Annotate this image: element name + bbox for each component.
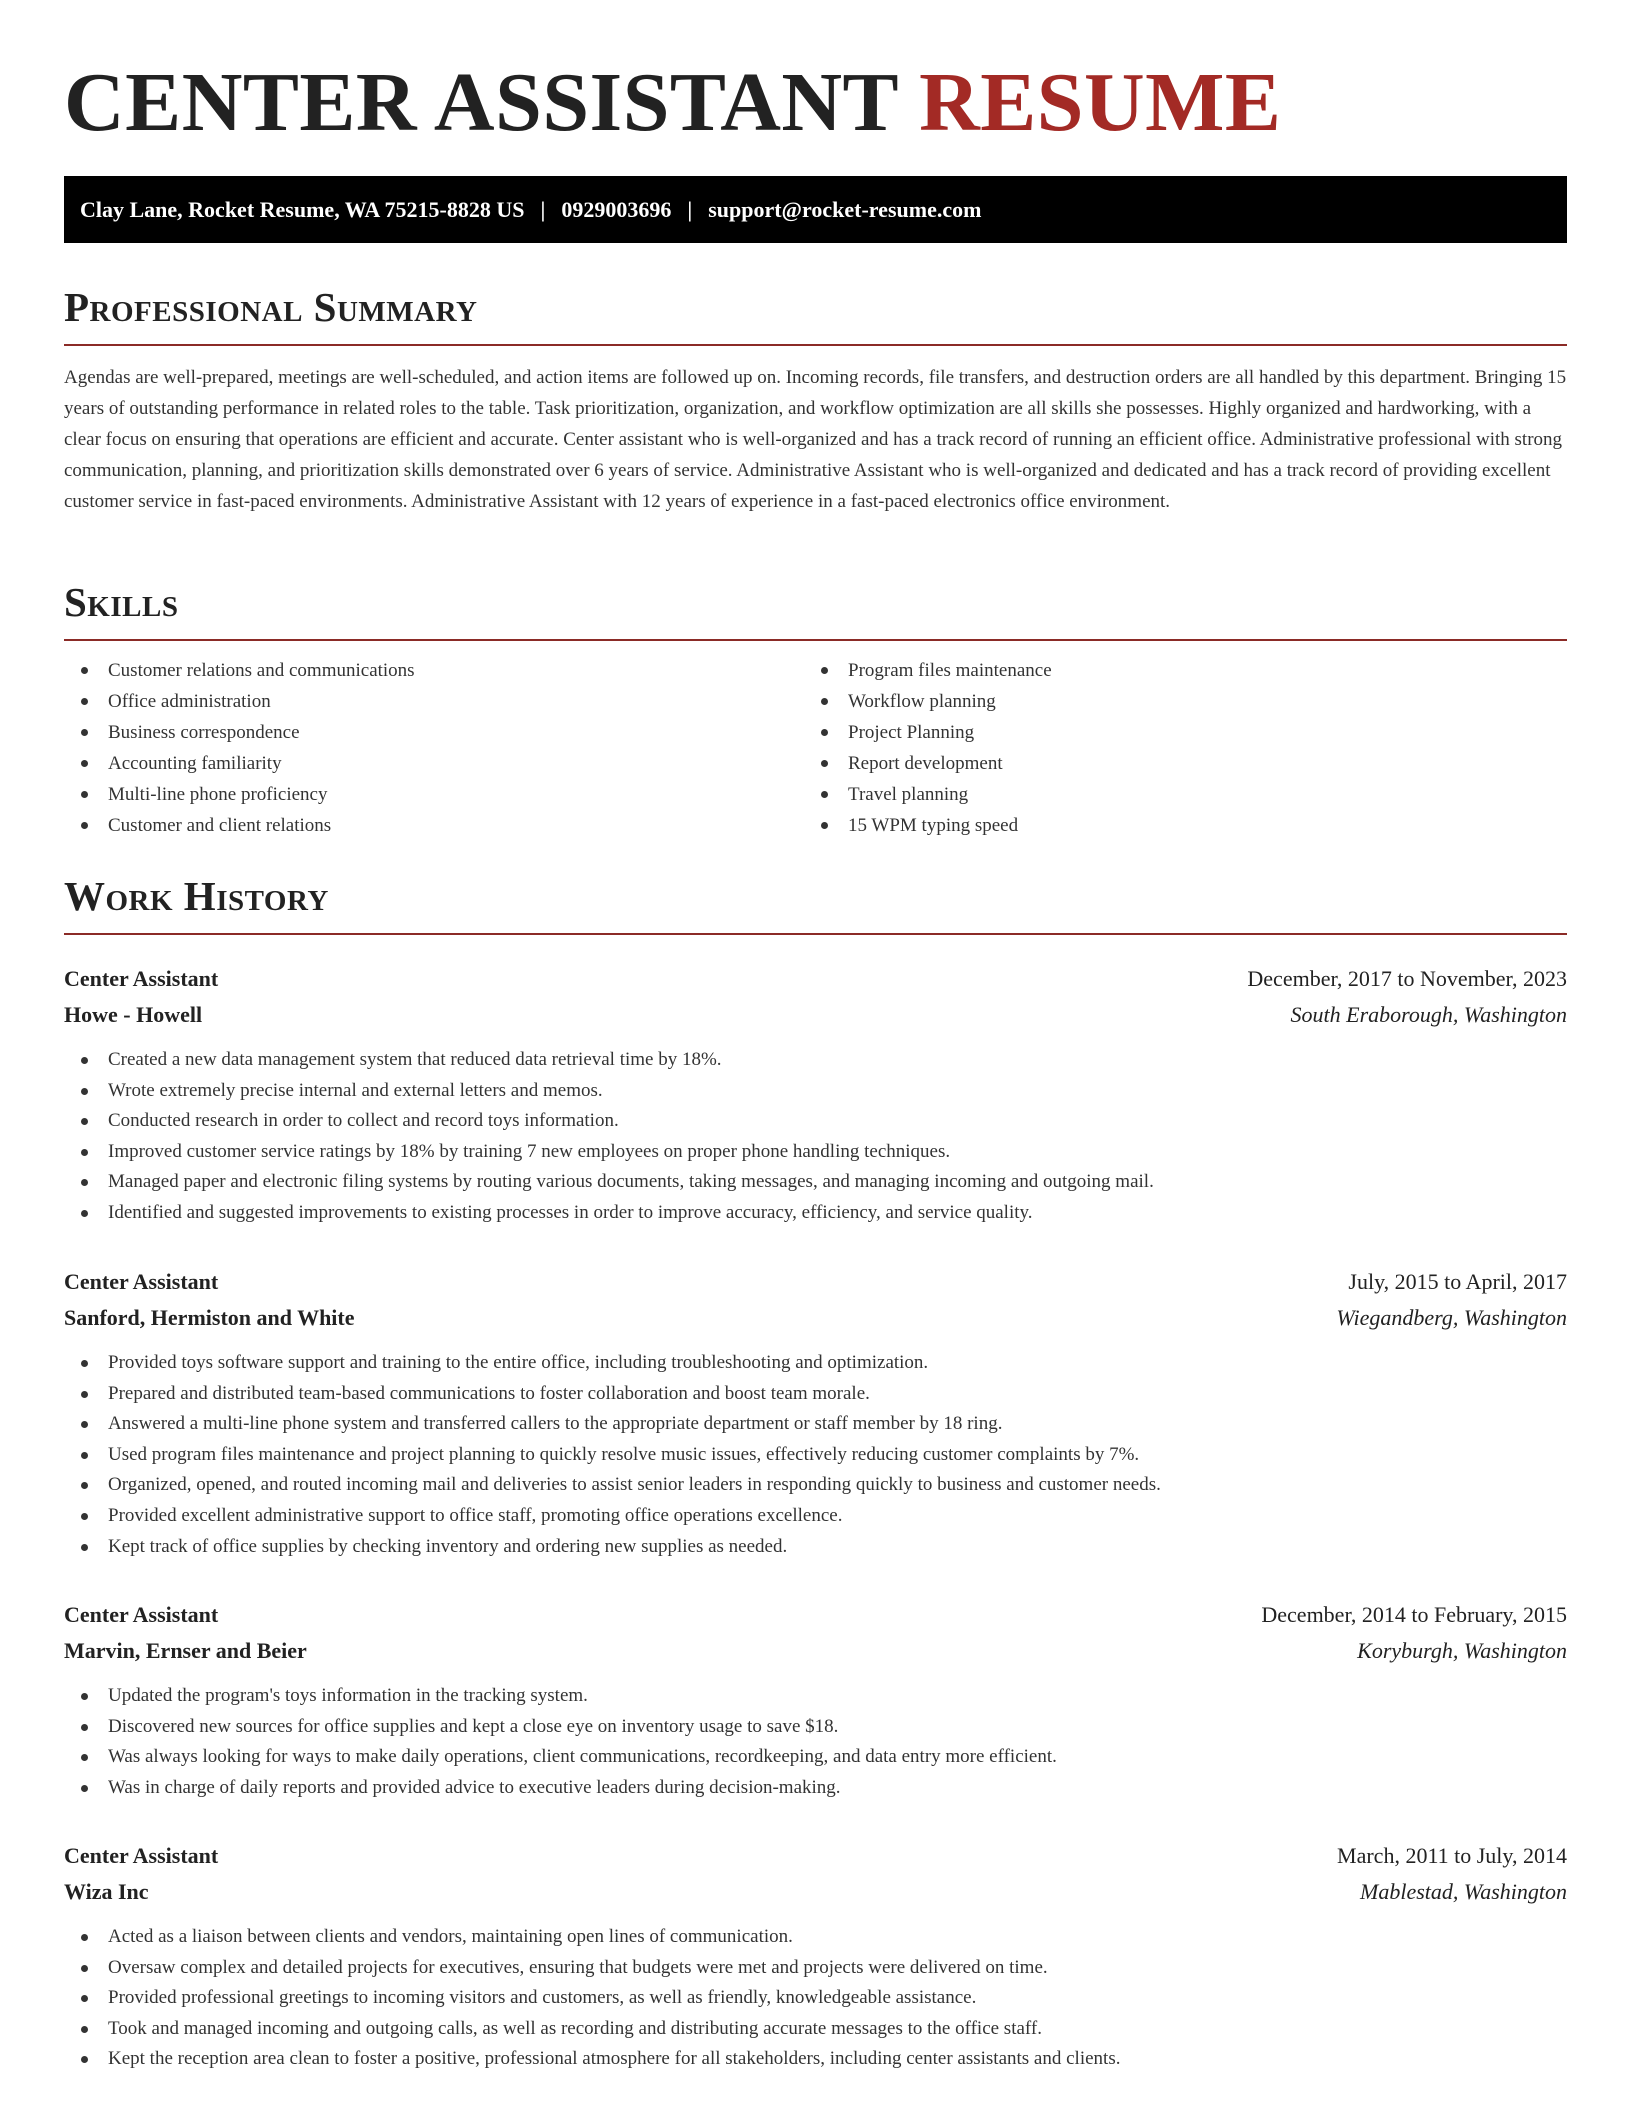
job-header-row bbox=[64, 1838, 1567, 1874]
duty-item bbox=[64, 1532, 1567, 1563]
skill-item bbox=[64, 810, 804, 841]
job-company-row bbox=[64, 997, 1567, 1033]
duty-item bbox=[64, 1681, 1567, 1712]
resume-title bbox=[64, 0, 1567, 148]
contact-address: Clay Lane, Rocket Resume, WA 75215-8828 US bbox=[80, 197, 525, 222]
skill-item bbox=[804, 717, 1544, 748]
job-title: Center Assistant bbox=[64, 1269, 219, 1294]
bullet-icon bbox=[81, 822, 88, 829]
job-header-row bbox=[64, 1264, 1567, 1300]
skill-item bbox=[804, 748, 1544, 779]
bullet-icon bbox=[821, 729, 828, 736]
bullet-icon bbox=[81, 1088, 88, 1095]
title-accent: RESUME bbox=[919, 56, 1282, 149]
skill-item bbox=[64, 686, 804, 717]
job-company: Marvin, Ernser and Beier bbox=[64, 1638, 307, 1663]
job-title: Center Assistant bbox=[64, 1602, 219, 1627]
job-header-row bbox=[64, 1597, 1567, 1633]
job-entry bbox=[64, 1597, 1567, 1803]
job-company: Howe - Howell bbox=[64, 1002, 203, 1027]
job-title: Center Assistant bbox=[64, 1843, 219, 1868]
duty-item bbox=[64, 1983, 1567, 2014]
duty-text: Used program files maintenance and project planning to quickly resolve music issues, effectively reducing customer complaints by 7%. bbox=[108, 1443, 1140, 1465]
skills-heading: Skills bbox=[64, 579, 179, 625]
bullet-icon bbox=[81, 1544, 88, 1551]
job-dates: December, 2017 to November, 2023 bbox=[1247, 966, 1567, 991]
duty-text: Oversaw complex and detailed projects for executives, ensuring that budgets were met and projects were delivered on time. bbox=[108, 1956, 1048, 1978]
job-duties-list bbox=[64, 1045, 1567, 1229]
bullet-icon bbox=[81, 1724, 88, 1731]
bullet-icon bbox=[81, 1179, 88, 1186]
duty-item bbox=[64, 1045, 1567, 1076]
bullet-icon bbox=[81, 1452, 88, 1459]
job-dates: December, 2014 to February, 2015 bbox=[1261, 1602, 1567, 1627]
duty-text: Took and managed incoming and outgoing calls, as well as recording and distributing accurate messages to the office staff. bbox=[108, 2017, 1042, 2039]
bullet-icon bbox=[81, 2056, 88, 2063]
bullet-icon bbox=[81, 791, 88, 798]
bullet-icon bbox=[81, 1482, 88, 1489]
skills-list-left bbox=[64, 655, 804, 841]
bullet-icon bbox=[81, 1995, 88, 2002]
duty-text: Wrote extremely precise internal and external letters and memos. bbox=[108, 1079, 603, 1101]
job-duties-list bbox=[64, 1348, 1567, 1562]
skill-text: Business correspondence bbox=[108, 722, 300, 743]
duty-item bbox=[64, 1712, 1567, 1743]
job-entry bbox=[64, 961, 1567, 1229]
duty-item bbox=[64, 1470, 1567, 1501]
duty-item bbox=[64, 1348, 1567, 1379]
duty-text: Kept track of office supplies by checking inventory and ordering new supplies as needed. bbox=[108, 1535, 788, 1557]
skill-text: Office administration bbox=[108, 691, 271, 712]
skills-list-right bbox=[804, 655, 1544, 841]
job-title: Center Assistant bbox=[64, 966, 219, 991]
duty-text: Prepared and distributed team-based communications to foster collaboration and boost team morale. bbox=[108, 1382, 870, 1404]
duty-item bbox=[64, 1953, 1567, 1984]
skill-item bbox=[804, 655, 1544, 686]
summary-text: Agendas are well-prepared, meetings are well-scheduled, and action items are followed up on. Incoming records, file transfers, and destruction orders are all handled by this department. Bringing 15 years of outstanding performance in related roles to the table. Task prioritization, organization, and workflow optimization are all skills she possesses. Highly organized and hardworking, with a clear focus on ensuring that operations are efficient and accurate. Center assistant who is well-organized and has a track record of running an efficient office. Administrative professional with strong communication, planning, and prioritization skills demonstrated over 6 years of service. Administrative Assistant who is well-organized and dedicated and has a track record of providing excellent customer service in fast-paced environments. Administrative Assistant with 12 years of experience in a fast-paced electronics office environment. bbox=[64, 367, 1567, 512]
bullet-icon bbox=[81, 1934, 88, 1941]
contact-bar bbox=[64, 176, 1567, 243]
bullet-icon bbox=[821, 822, 828, 829]
skill-text: Accounting familiarity bbox=[108, 753, 282, 774]
bullet-icon bbox=[81, 2026, 88, 2033]
job-duties-list bbox=[64, 1922, 1567, 2075]
section-divider bbox=[64, 933, 1567, 935]
bullet-icon bbox=[81, 1785, 88, 1792]
duty-text: Provided excellent administrative support to office staff, promoting office operations excellence. bbox=[108, 1504, 843, 1526]
skill-text: Customer and client relations bbox=[108, 815, 332, 836]
job-header-row bbox=[64, 961, 1567, 997]
skill-text: Program files maintenance bbox=[848, 660, 1052, 681]
skill-item bbox=[64, 779, 804, 810]
contact-separator: | bbox=[687, 197, 693, 222]
skill-item bbox=[804, 779, 1544, 810]
duty-item bbox=[64, 1501, 1567, 1532]
duty-item bbox=[64, 1379, 1567, 1410]
section-divider bbox=[64, 344, 1567, 346]
duty-item bbox=[64, 1742, 1567, 1773]
bullet-icon bbox=[81, 729, 88, 736]
job-duties-list bbox=[64, 1681, 1567, 1803]
skill-text: Multi-line phone proficiency bbox=[108, 784, 328, 805]
job-location: Wiegandberg, Washington bbox=[1336, 1305, 1567, 1330]
duty-item bbox=[64, 1137, 1567, 1168]
duty-text: Discovered new sources for office supplies and kept a close eye on inventory usage to save $18. bbox=[108, 1715, 839, 1737]
bullet-icon bbox=[81, 1754, 88, 1761]
bullet-icon bbox=[81, 760, 88, 767]
contact-separator: | bbox=[540, 197, 546, 222]
duty-item bbox=[64, 1922, 1567, 1953]
duty-item bbox=[64, 1409, 1567, 1440]
job-company-row bbox=[64, 1300, 1567, 1336]
skill-text: Workflow planning bbox=[848, 691, 996, 712]
duty-text: Conducted research in order to collect and record toys information. bbox=[108, 1110, 619, 1132]
contact-phone: 0929003696 bbox=[561, 197, 672, 222]
contact-email[interactable]: support@rocket-resume.com bbox=[708, 197, 982, 222]
job-location: Koryburgh, Washington bbox=[1357, 1638, 1567, 1663]
job-entry bbox=[64, 1838, 1567, 2075]
duty-item bbox=[64, 1106, 1567, 1137]
duty-text: Organized, opened, and routed incoming mail and deliveries to assist senior leaders in responding quickly to business and customer needs. bbox=[108, 1474, 1161, 1496]
duty-text: Managed paper and electronic filing systems by routing various documents, taking messages, and managing incoming and outgoing mail. bbox=[108, 1171, 1154, 1193]
section-divider bbox=[64, 639, 1567, 641]
duty-text: Kept the reception area clean to foster a positive, professional atmosphere for all stakeholders, including center assistants and clients. bbox=[108, 2048, 1121, 2070]
skill-text: Project Planning bbox=[848, 722, 975, 743]
job-location: South Eraborough, Washington bbox=[1290, 1002, 1567, 1027]
summary-section bbox=[64, 282, 1567, 517]
skill-item bbox=[804, 810, 1544, 841]
job-entry bbox=[64, 1264, 1567, 1562]
work-history-heading: Work History bbox=[64, 873, 329, 919]
job-company-row bbox=[64, 1633, 1567, 1669]
duty-item bbox=[64, 1076, 1567, 1107]
bullet-icon bbox=[81, 1391, 88, 1398]
duty-text: Updated the program's toys information in the tracking system. bbox=[108, 1685, 588, 1706]
bullet-icon bbox=[81, 1513, 88, 1520]
bullet-icon bbox=[81, 1210, 88, 1217]
duty-item bbox=[64, 1773, 1567, 1804]
skill-text: 15 WPM typing speed bbox=[848, 815, 1019, 836]
duty-text: Provided professional greetings to incoming visitors and customers, as well as friendly, knowledgeable assistance. bbox=[108, 1987, 977, 2009]
bullet-icon bbox=[81, 1965, 88, 1972]
bullet-icon bbox=[821, 667, 828, 674]
bullet-icon bbox=[81, 1360, 88, 1367]
job-company-row bbox=[64, 1874, 1567, 1910]
duty-text: Was in charge of daily reports and provided advice to executive leaders during decision-making. bbox=[108, 1776, 841, 1798]
job-company: Sanford, Hermiston and White bbox=[64, 1305, 355, 1330]
duty-text: Was always looking for ways to make daily operations, client communications, recordkeeping, and data entry more efficient. bbox=[108, 1746, 1057, 1768]
skill-item bbox=[64, 655, 804, 686]
duty-item bbox=[64, 1440, 1567, 1471]
bullet-icon bbox=[81, 1421, 88, 1428]
duty-item bbox=[64, 2044, 1567, 2075]
skill-text: Customer relations and communications bbox=[108, 660, 415, 681]
bullet-icon bbox=[821, 698, 828, 705]
skill-text: Report development bbox=[848, 753, 1003, 774]
skill-item bbox=[64, 717, 804, 748]
summary-heading: Professional Summary bbox=[64, 284, 478, 330]
duty-text: Answered a multi-line phone system and transferred callers to the appropriate department or staff member by 18 ring. bbox=[108, 1413, 1003, 1435]
bullet-icon bbox=[81, 667, 88, 674]
duty-text: Improved customer service ratings by 18% by training 7 new employees on proper phone handling techniques. bbox=[108, 1140, 951, 1162]
job-dates: July, 2015 to April, 2017 bbox=[1348, 1269, 1567, 1294]
duty-item bbox=[64, 1198, 1567, 1229]
resume-page bbox=[64, 0, 1567, 2070]
job-location: Mablestad, Washington bbox=[1360, 1879, 1567, 1904]
bullet-icon bbox=[821, 791, 828, 798]
bullet-icon bbox=[81, 1149, 88, 1156]
skill-item bbox=[64, 748, 804, 779]
bullet-icon bbox=[81, 1057, 88, 1064]
skill-text: Travel planning bbox=[848, 784, 969, 805]
bullet-icon bbox=[81, 1693, 88, 1700]
job-dates: March, 2011 to July, 2014 bbox=[1337, 1843, 1567, 1868]
duty-item bbox=[64, 1167, 1567, 1198]
skill-item bbox=[804, 686, 1544, 717]
skills-section bbox=[64, 577, 1567, 841]
bullet-icon bbox=[81, 1118, 88, 1125]
job-company: Wiza Inc bbox=[64, 1879, 149, 1904]
duty-text: Provided toys software support and training to the entire office, including troubleshooting and optimization. bbox=[108, 1352, 929, 1373]
bullet-icon bbox=[821, 760, 828, 767]
duty-text: Identified and suggested improvements to existing processes in order to improve accuracy, efficiency, and service quality. bbox=[108, 1201, 1033, 1223]
title-main: CENTER ASSISTANT bbox=[64, 56, 898, 149]
duty-text: Created a new data management system that reduced data retrieval time by 18%. bbox=[108, 1049, 722, 1070]
work-history-section bbox=[64, 871, 1567, 935]
duty-item bbox=[64, 2014, 1567, 2045]
skills-columns bbox=[64, 655, 1567, 841]
duty-text: Acted as a liaison between clients and vendors, maintaining open lines of communication. bbox=[108, 1926, 793, 1947]
bullet-icon bbox=[81, 698, 88, 705]
